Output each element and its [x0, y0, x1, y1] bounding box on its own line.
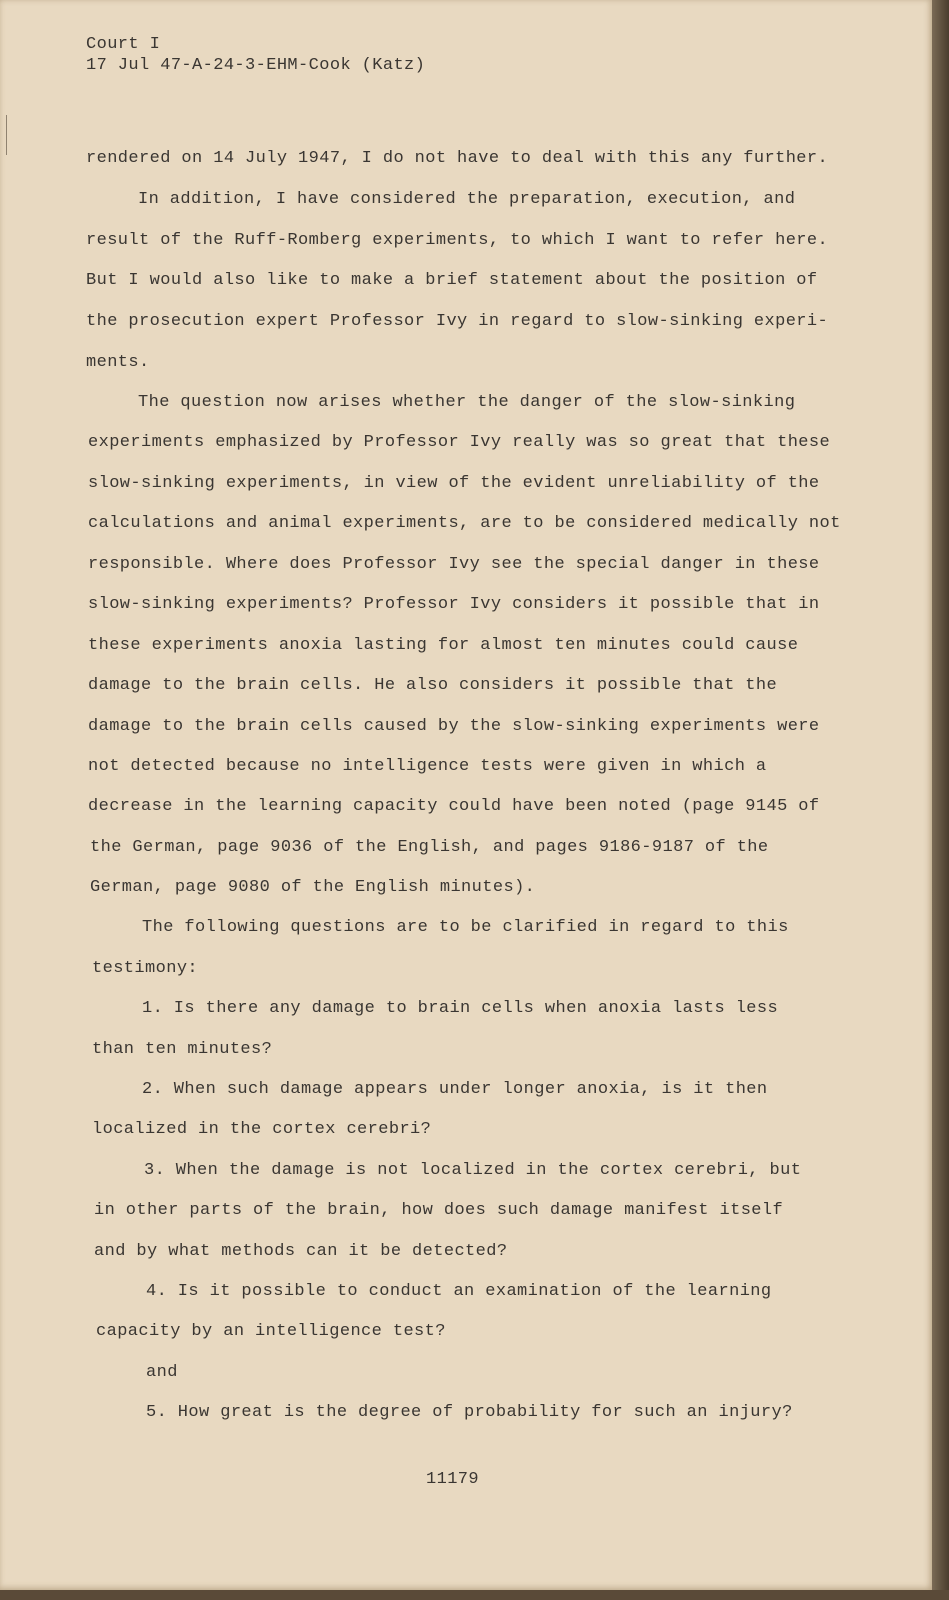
court-label: Court I: [86, 35, 161, 54]
text-line: calculations and animal experiments, are to be considered medically not: [88, 514, 841, 533]
text-line: The question now arises whether the danger of the slow-sinking: [138, 393, 796, 412]
text-line: result of the Ruff-Romberg experiments, to which I want to refer here.: [86, 231, 829, 250]
text-line: In addition, I have considered the preparation, execution, and: [138, 190, 796, 209]
document-header: [86, 34, 425, 76]
text-line: localized in the cortex cerebri?: [92, 1120, 432, 1139]
text-line: the German, page 9036 of the English, and pages 9186-9187 of the: [90, 838, 769, 857]
text-line: and by what methods can it be detected?: [94, 1242, 508, 1261]
text-line: and: [146, 1363, 178, 1382]
text-line: damage to the brain cells. He also considers it possible that the: [88, 676, 778, 695]
text-line: decrease in the learning capacity could have been noted (page 9145 of: [88, 797, 820, 816]
text-line: slow-sinking experiments, in view of the evident unreliability of the: [88, 474, 820, 493]
text-line: German, page 9080 of the English minutes).: [90, 878, 536, 897]
text-line: capacity by an intelligence test?: [96, 1322, 446, 1341]
text-line: the prosecution expert Professor Ivy in regard to slow-sinking experi-: [86, 312, 829, 331]
text-line: rendered on 14 July 1947, I do not have to deal with this any further.: [86, 149, 829, 168]
text-line: damage to the brain cells caused by the slow-sinking experiments were: [88, 717, 820, 736]
text-line: 2. When such damage appears under longer anoxia, is it then: [142, 1080, 768, 1099]
text-line: than ten minutes?: [92, 1040, 273, 1059]
page-number: 11179: [426, 1470, 480, 1489]
text-line: 3. When the damage is not localized in the cortex cerebri, but: [144, 1161, 802, 1180]
text-line: testimony:: [92, 959, 199, 978]
scan-edge-right: [932, 0, 949, 1600]
text-line: not detected because no intelligence tests were given in which a: [88, 757, 767, 776]
text-line: responsible. Where does Professor Ivy see the special danger in these: [88, 555, 820, 574]
text-line: But I would also like to make a brief statement about the position of: [86, 271, 818, 290]
text-line: experiments emphasized by Professor Ivy really was so great that these: [88, 433, 831, 452]
text-line: in other parts of the brain, how does such damage manifest itself: [94, 1201, 784, 1220]
reference-line: 17 Jul 47-A-24-3-EHM-Cook (Katz): [86, 56, 426, 75]
text-line: 5. How great is the degree of probability for such an injury?: [146, 1403, 793, 1422]
text-line: The following questions are to be clarified in regard to this: [142, 918, 789, 937]
scan-edge-bottom: [0, 1590, 949, 1600]
text-line: ments.: [86, 353, 150, 372]
text-line: 1. Is there any damage to brain cells when anoxia lasts less: [142, 999, 779, 1018]
text-line: these experiments anoxia lasting for almost ten minutes could cause: [88, 636, 799, 655]
margin-mark: [6, 115, 7, 155]
text-line: slow-sinking experiments? Professor Ivy considers it possible that in: [88, 595, 820, 614]
text-line: 4. Is it possible to conduct an examination of the learning: [146, 1282, 772, 1301]
